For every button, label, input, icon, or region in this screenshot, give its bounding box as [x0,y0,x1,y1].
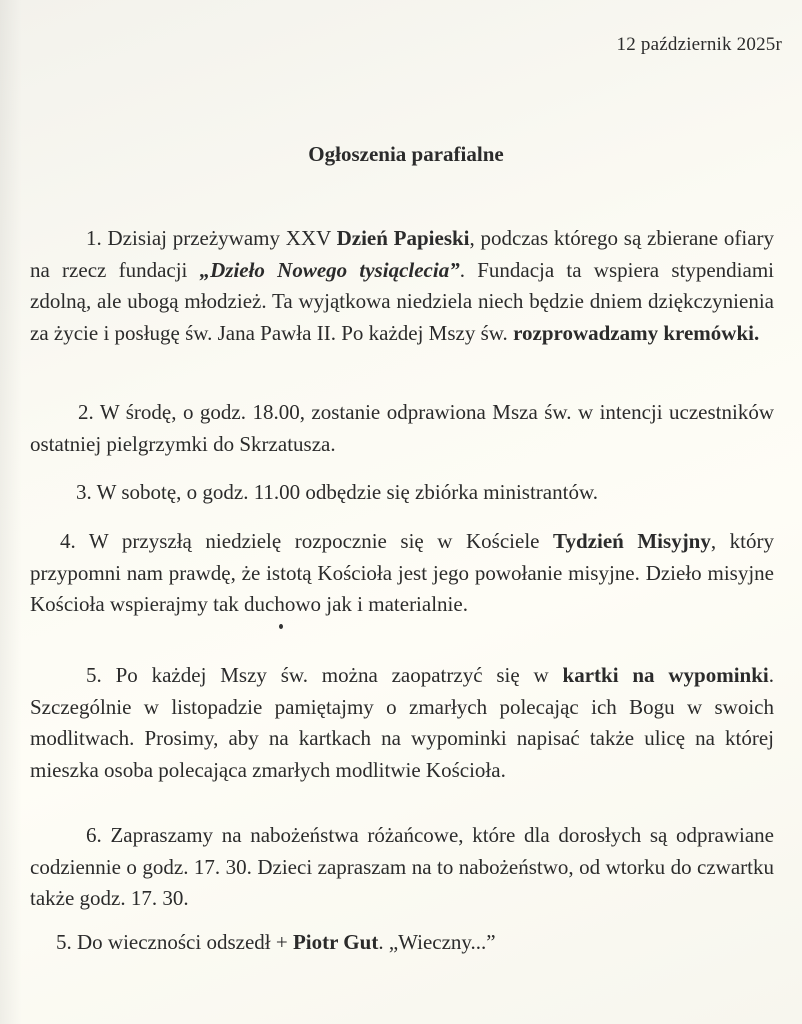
announcement-number: 5. [86,663,102,687]
kartki-na-wypominki-label: kartki na wypominki [562,663,769,687]
announcement-number: 1. [86,226,102,250]
kremowki-label: rozprowadzamy kremówki. [513,320,760,345]
announcement-4: 4. W przyszłą niedzielę rozpocznie się w Kościele Tydzień Misyjny, który przypomni nam prawdę, że istotą Kościoła jest jego powołanie misyjne. Dzieło misyjne Kościoła wspierajmy tak duchowo jak i materialnie. [30,529,775,616]
tydzien-misyjny-label: Tydzień Misyjny [553,529,711,553]
stray-ink-dot [279,624,283,629]
announcement-1: 1. Dzisiaj przeżywamy XXV Dzień Papieski, podczas którego są zbierane ofiary na rzecz fundacji „Dzieło Nowego tysiąclecia”. Fundacja ta wspiera stypendiami zdolną, ale ubogą młodzież. Ta wyjątkowa niedziela niech będzie dniem dziękczynienia za życie i posługę św. Jana Pawła II. Po każdej Mszy św. rozprowadzamy kremówki. [30,226,775,345]
document-title: Ogłoszenia parafialne [308,142,504,166]
announcement-7: 5. Do wieczności odszedł + Piotr Gut. „Wieczny...” [56,930,496,954]
announcement-3: 3. W sobotę, o godz. 11.00 odbędzie się zbiórka ministrantów. [76,480,598,504]
deceased-name: Piotr Gut [292,930,379,954]
announcement-number: 2. [78,400,94,424]
announcement-number: 3. [76,480,92,504]
document-date: 12 październik 2025r [616,34,782,55]
dzien-papieski-label: Dzień Papieski [336,226,470,250]
announcement-2: 2. W środę, o godz. 18.00, zostanie odprawiona Msza św. w intencji uczestników ostatniej pielgrzymki do Skrzatusza. [30,400,774,456]
announcement-6: 6. Zapraszamy na nabożeństwa różańcowe, które dla dorosłych są odprawiane codziennie o godz. 17. 30. Dzieci zapraszam na to nabożeństwo, od wtorku do czwartku także godz. 17. 30. [30,823,775,910]
announcement-5: 5. Po każdej Mszy św. można zaopatrzyć się w kartki na wypominki. Szczególnie w listopadzie pamiętajmy o zmarłych polecając ich Bogu w swoich modlitwach. Prosimy, aby na kartkach na wypominki napisać także ulicę na której mieszka osoba polecająca zmarłych modlitwie Kościoła. [30,663,774,782]
foundation-name: „Dzieło Nowego tysiąclecia” [199,257,460,282]
announcement-number: 6. [86,823,102,847]
announcement-number: 4. [60,529,76,553]
announcement-number: 5. [56,930,72,954]
